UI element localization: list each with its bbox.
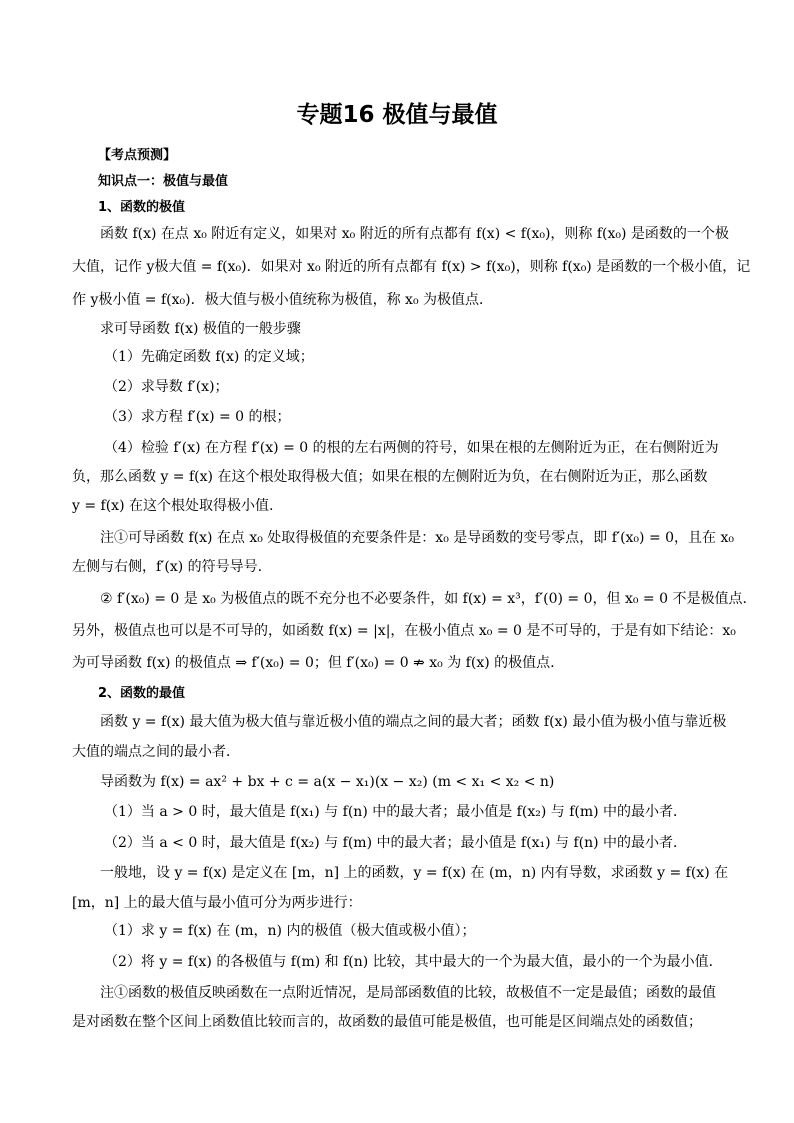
step-item: （2）求导数 f′(x)； <box>104 379 229 395</box>
paragraph-line: 作 y极小值 = f(x₀)．极大值与极小值统称为极值，称 x₀ 为极值点． <box>72 292 494 308</box>
step-item: （1）求 y = f(x) 在 (m，n) 内的极值（极大值或极小值）； <box>104 923 476 939</box>
note-line: 另外，极值点也可以是不可导的，如函数 f(x) = |x|，在极小值点 x₀ = 0 是不可导的，于是有如下结论：x₀ <box>72 623 736 639</box>
paragraph-line: [m，n] 上的最大值与最小值可分为两步进行： <box>72 895 362 911</box>
case-item: （2）当 a < 0 时，最大值是 f(x₂) 与 f(m) 中的最大者；最小值是 f(x₁) 与 f(n) 中的最小者． <box>104 835 688 851</box>
note-line: 注①函数的极值反映函数在一点附近情况，是局部函数值的比较，故极值不一定是最值；函数的最值 <box>100 985 716 1001</box>
note-line: 是对函数在整个区间上函数值比较而言的，故函数的最值可能是极值，也可能是区间端点处的函数值； <box>72 1014 702 1030</box>
step-item: （4）检验 f′(x) 在方程 f′(x) = 0 的根的左右两侧的符号，如果在根的左侧附近为正，在右侧附近为 <box>104 440 719 456</box>
steps-title: 求可导函数 f(x) 极值的一般步骤 <box>100 321 301 337</box>
paragraph-line: 函数 f(x) 在点 x₀ 附近有定义，如果对 x₀ 附近的所有点都有 f(x) < f(x₀)，则称 f(x₀) 是函数的一个极 <box>100 226 729 242</box>
section-heading: 【考点预测】 <box>98 148 177 163</box>
paragraph-line: 一般地，设 y = f(x) 是定义在 [m，n] 上的函数，y = f(x) 在 (m，n) 内有导数，求函数 y = f(x) 在 <box>100 865 729 881</box>
case-item: （1）当 a > 0 时，最大值是 f(x₁) 与 f(n) 中的最大者；最小值是 f(x₂) 与 f(m) 中的最小者． <box>104 804 688 820</box>
paragraph-line: 大值，记作 y极大值 = f(x₀)．如果对 x₀ 附近的所有点都有 f(x) > f(x₀)，则称 f(x₀) 是函数的一个极小值，记 <box>72 259 751 275</box>
step-item: （2）将 y = f(x) 的各极值与 f(m) 和 f(n) 比较，其中最大的一个为最大值，最小的一个为最小值． <box>104 954 723 970</box>
paragraph-line: 导函数为 f(x) = ax² + bx + c = a(x − x₁)(x − x₂) (m < x₁ < x₂ < n) <box>100 774 555 790</box>
step-item: （1）先确定函数 f(x) 的定义域； <box>104 349 314 365</box>
subsection-heading-max-min: 2、函数的最值 <box>98 686 186 701</box>
paragraph-line: 函数 y = f(x) 最大值为极大值与靠近极小值的端点之间的最大者；函数 f(x) 最小值为极小值与靠近极 <box>100 714 727 730</box>
subsection-heading-extrema: 1、函数的极值 <box>98 200 186 215</box>
paragraph-line: y = f(x) 在这个根处取得极小值. <box>72 498 274 514</box>
note-line: ② f′(x₀) = 0 是 x₀ 为极值点的既不充分也不必要条件，如 f(x) = x³，f′(0) = 0，但 x₀ = 0 不是极值点. <box>100 591 747 607</box>
note-line: 注①可导函数 f(x) 在点 x₀ 处取得极值的充要条件是：x₀ 是导函数的变号零点，即 f′(x₀) = 0，且在 x₀ <box>100 530 735 546</box>
note-line: 左侧与右侧，f′(x) 的符号导号. <box>72 559 263 575</box>
paragraph-line: 负，那么函数 y = f(x) 在这个根处取得极大值；如果在根的左侧附近为负，在右侧附近为正，那么函数 <box>72 469 708 485</box>
paragraph-line: 大值的端点之间的最小者． <box>72 744 240 760</box>
step-item: （3）求方程 f′(x) = 0 的根； <box>104 409 291 425</box>
knowledge-point-heading: 知识点一：极值与最值 <box>98 174 229 189</box>
page-title: 专题16 极值与最值 <box>296 102 498 128</box>
note-line: 为可导函数 f(x) 的极值点 ⇒ f′(x₀) = 0；但 f′(x₀) = 0 ⇏ x₀ 为 f(x) 的极值点. <box>72 655 555 671</box>
